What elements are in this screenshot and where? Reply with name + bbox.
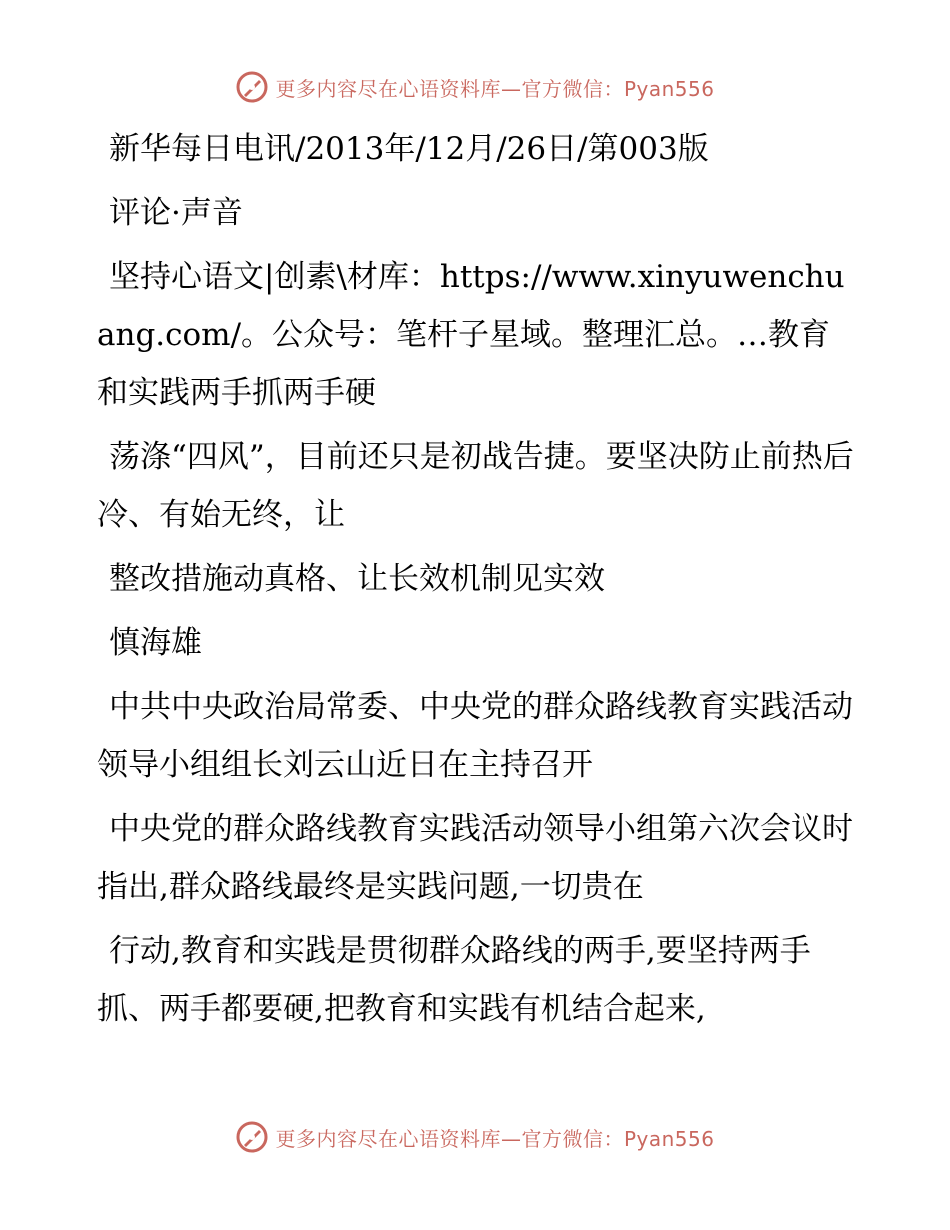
document-paragraph: 整改措施动真格、让长效机制见实效 (109, 561, 605, 597)
document-body (97, 120, 857, 1044)
document-paragraph: 荡涤“四风”，目前还只是初战告捷。要坚决防止前热后冷、有始无终，让 (97, 439, 854, 533)
footer-watermark (0, 1120, 950, 1154)
header-watermark (0, 70, 950, 104)
document-paragraph: 评论·声音 (109, 195, 243, 231)
document-paragraph: 中共中央政治局常委、中央党的群众路线教育实践活动领导小组组长刘云山近日在主持召开 (97, 689, 853, 783)
document-paragraph: 中央党的群众路线教育实践活动领导小组第六次会议时指出,群众路线最终是实践问题,一切贵在 (97, 811, 853, 905)
document-paragraph: 新华每日电讯/2013年/12月/26日/第003版 (109, 131, 709, 167)
document-paragraph: 行动,教育和实践是贯彻群众路线的两手,要坚持两手抓、两手都要硬,把教育和实践有机结合起来, (97, 933, 811, 1027)
document-paragraph: 慎海雄 (109, 625, 202, 661)
document-paragraph: 坚持心语文|创素\材库：https://www.xinyuwenchuang.com/。公众号：笔杆子星域。整理汇总。…教育和实践两手抓两手硬 (97, 259, 845, 411)
header-watermark-text: 更多内容尽在心语资料库—官方微信：Pyan556 (275, 76, 715, 101)
footer-watermark-text: 更多内容尽在心语资料库—官方微信：Pyan556 (275, 1126, 715, 1151)
quill-logo-icon (235, 70, 269, 104)
quill-logo-icon (235, 1120, 269, 1154)
